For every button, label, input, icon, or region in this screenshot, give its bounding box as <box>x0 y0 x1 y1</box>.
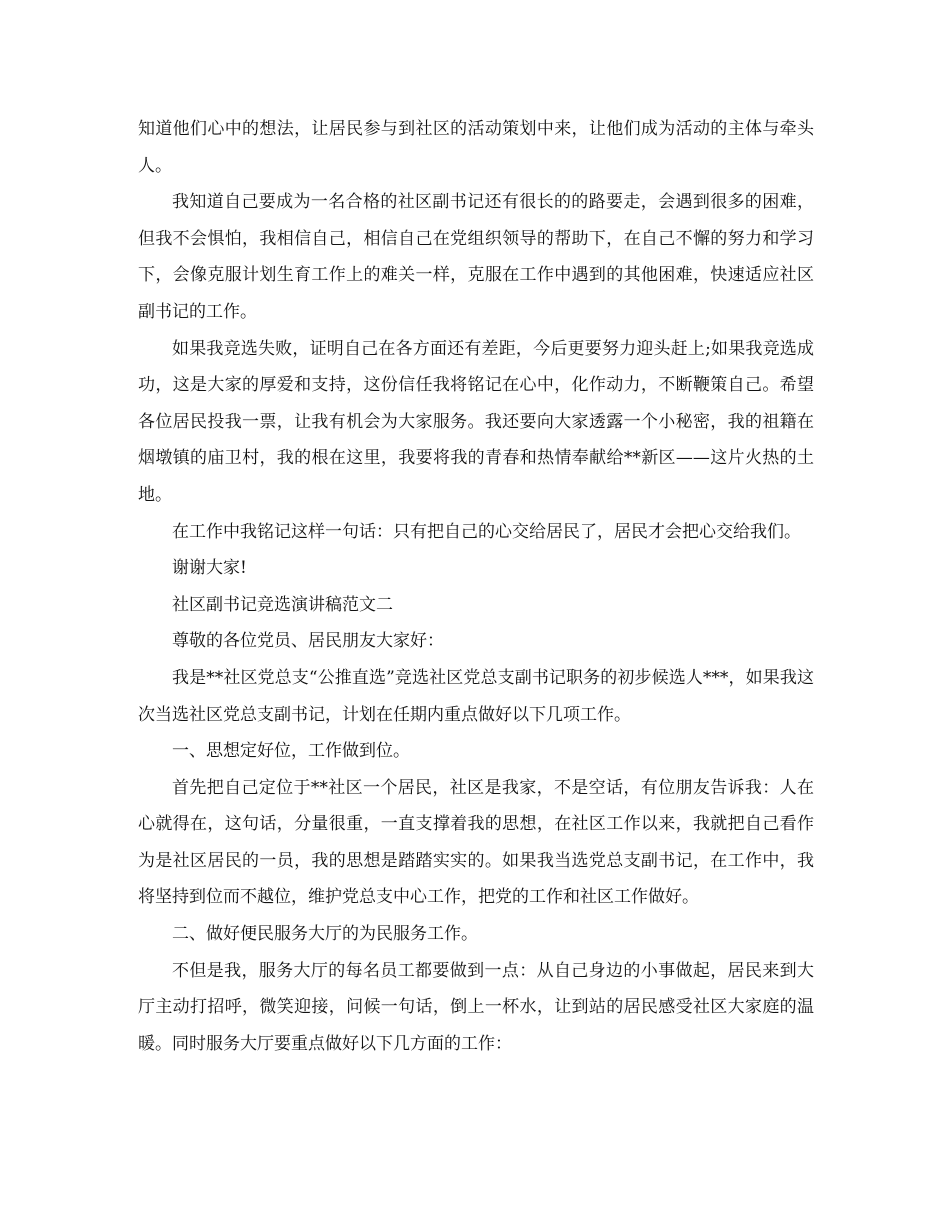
paragraph: 如果我竞选失败，证明自己在各方面还有差距，今后更要努力迎头赶上;如果我竞选成功，这是大家的厚爱和支持，这份信任我将铭记在心中，化作动力，不断鞭策自己。希望各位居民投我一票，让我有机会为大家服务。我还要向大家透露一个小秘密，我的祖籍在烟墩镇的庙卫村，我的根在这里，我要将我的青春和热情奉献给**新区——这片火热的土地。 <box>138 338 814 505</box>
document-body <box>138 111 814 1062</box>
section-heading: 一、思想定好位，工作做到位。 <box>172 741 410 762</box>
section-heading: 二、做好便民服务大厅的为民服务工作。 <box>172 924 478 945</box>
salutation: 尊敬的各位党员、居民朋友大家好： <box>172 631 444 652</box>
paragraph: 在工作中我铭记这样一句话：只有把自己的心交给居民了，居民才会把心交给我们。 <box>172 521 801 542</box>
closing-line: 谢谢大家! <box>172 558 247 579</box>
section-title: 社区副书记竞选演讲稿范文二 <box>172 594 393 615</box>
paragraph: 不但是我，服务大厅的每名员工都要做到一点：从自己身边的小事做起，居民来到大厅主动打招呼，微笑迎接，问候一句话，倒上一杯水，让到站的居民感受社区大家庭的温暖。同时服务大厅要重点做好以下几方面的工作： <box>138 960 814 1054</box>
paragraph: 知道他们心中的想法，让居民参与到社区的活动策划中来，让他们成为活动的主体与牵头人。 <box>138 119 814 176</box>
paragraph: 我是**社区党总支“公推直选”竞选社区党总支副书记职务的初步候选人***，如果我这次当选社区党总支副书记，计划在任期内重点做好以下几项工作。 <box>138 667 814 725</box>
paragraph: 首先把自己定位于**社区一个居民，社区是我家，不是空话，有位朋友告诉我：人在心就得在，这句话，分量很重，一直支撑着我的思想，在社区工作以来，我就把自己看作为是社区居民的一员，我的思想是踏踏实实的。如果我当选党总支副书记，在工作中，我将坚持到位而不越位，维护党总支中心工作，把党的工作和社区工作做好。 <box>138 777 814 908</box>
paragraph: 我知道自己要成为一名合格的社区副书记还有很长的的路要走，会遇到很多的困难，但我不会惧怕，我相信自己，相信自己在党组织领导的帮助下，在自己不懈的努力和学习下，会像克服计划生育工作上的难关一样，克服在工作中遇到的其他困难，快速适应社区副书记的工作。 <box>138 192 814 322</box>
